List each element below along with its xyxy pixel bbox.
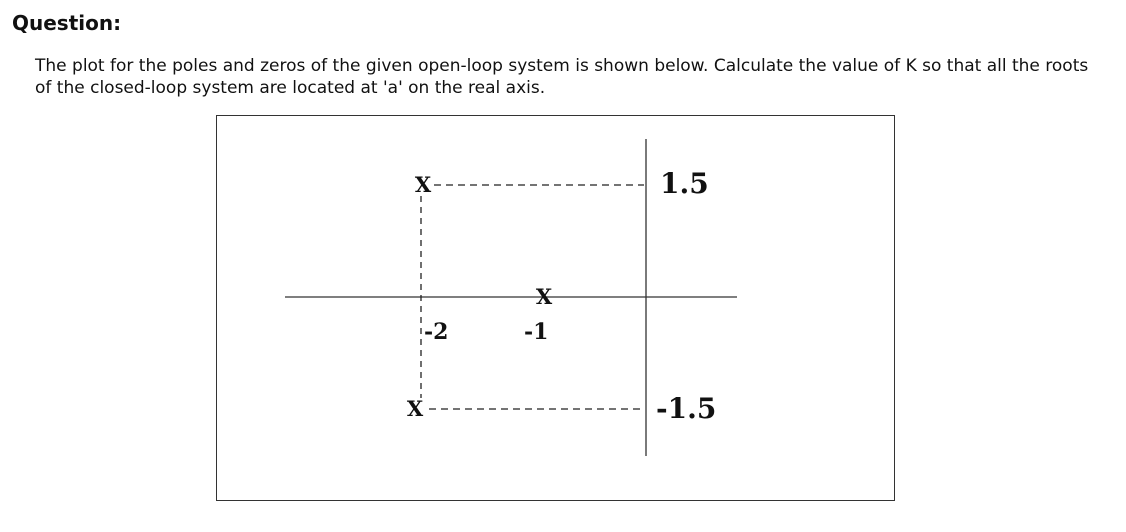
label-real-minus-1: -1 [524,319,549,345]
pole-zero-svg [217,116,896,502]
question-heading: Question: [12,11,122,35]
pole-zero-plot [216,115,895,501]
pole-marker-upper: X [414,172,432,197]
label-im-negative: -1.5 [656,392,717,425]
pole-marker-real: X [535,284,553,309]
label-im-positive: 1.5 [660,167,709,200]
question-text: The plot for the poles and zeros of the given open-loop system is shown below. Calculate the value of K so that all the roots of the closed-loop system are located at 'a' on the real axis. [35,56,1089,98]
pole-marker-lower: X [406,396,424,421]
label-real-minus-2: -2 [424,319,449,345]
